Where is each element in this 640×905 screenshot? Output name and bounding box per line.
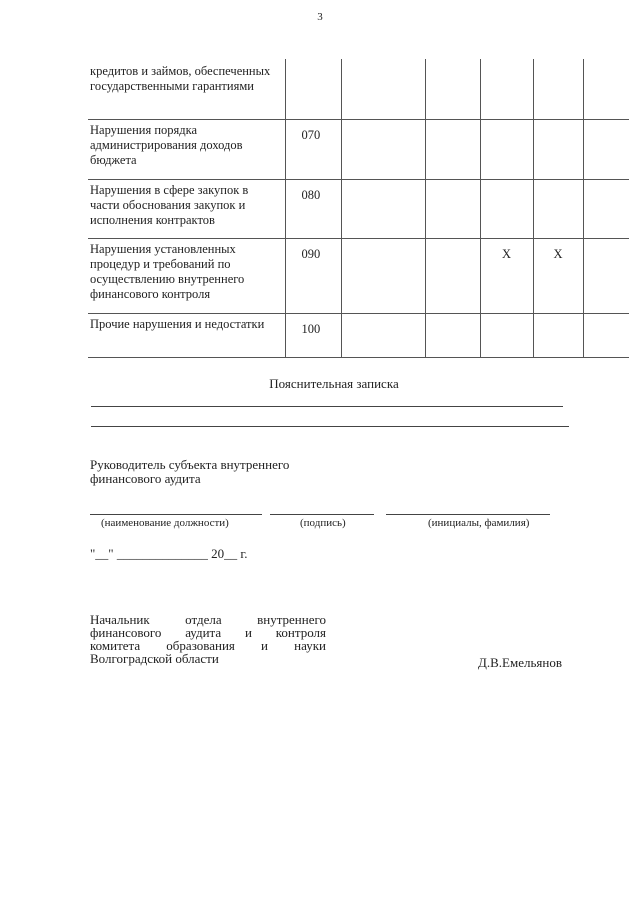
table-cell xyxy=(583,179,629,238)
x-mark: X xyxy=(533,238,583,313)
violation-name: Нарушения в сфере закупок в части обоснования закупок и исполнения контрактов xyxy=(88,179,285,238)
signature-line xyxy=(270,514,374,515)
table-cell xyxy=(341,313,425,357)
table-cell xyxy=(583,59,629,119)
table-cell xyxy=(533,119,583,179)
head-position xyxy=(90,613,326,665)
row-code: 070 xyxy=(285,119,341,179)
table-cell xyxy=(425,179,480,238)
table-cell xyxy=(425,59,480,119)
head-position-line: Начальник отдела внутреннего xyxy=(90,612,326,627)
table-cell xyxy=(533,59,583,119)
violation-name: Нарушения установленных процедур и требований по осуществлению внутреннего финансового контроля xyxy=(88,238,285,313)
signature-caption: (подпись) xyxy=(300,517,346,529)
violation-name: кредитов и займов, обеспеченных государственными гарантиями xyxy=(88,59,285,119)
head-position-line: комитета образования и науки xyxy=(90,638,326,653)
table-row xyxy=(88,238,629,313)
name-caption: (инициалы, фамилия) xyxy=(428,517,530,529)
violation-name: Нарушения порядка администрирования доходов бюджета xyxy=(88,119,285,179)
table-cell xyxy=(583,119,629,179)
table-cell xyxy=(583,238,629,313)
page-number: 3 xyxy=(317,11,323,23)
table-cell xyxy=(341,179,425,238)
row-code: 100 xyxy=(285,313,341,357)
violations-table xyxy=(88,59,629,358)
row-code: 090 xyxy=(285,238,341,313)
signature-heading: Руководитель субъекта внутреннего финансового аудита xyxy=(90,457,290,486)
table-cell xyxy=(533,313,583,357)
table-cell xyxy=(480,313,533,357)
table-cell xyxy=(533,179,583,238)
table-row xyxy=(88,313,629,357)
table-cell xyxy=(341,238,425,313)
row-code: 080 xyxy=(285,179,341,238)
note-line xyxy=(91,406,563,407)
table-row xyxy=(88,119,629,179)
table-row xyxy=(88,179,629,238)
table-cell xyxy=(480,119,533,179)
position-line xyxy=(90,514,262,515)
position-caption: (наименование должности) xyxy=(101,517,229,529)
table-cell xyxy=(480,59,533,119)
date-field: "__" ______________ 20__ г. xyxy=(90,546,248,561)
head-name: Д.В.Емельянов xyxy=(478,655,562,670)
table-cell xyxy=(425,313,480,357)
note-line xyxy=(91,426,569,427)
table-cell xyxy=(583,313,629,357)
row-code xyxy=(285,59,341,119)
table-cell xyxy=(425,238,480,313)
head-position-line: финансового аудита и контроля xyxy=(90,625,326,640)
table-cell xyxy=(480,179,533,238)
violation-name: Прочие нарушения и недостатки xyxy=(88,313,285,357)
head-position-line: Волгоградской области xyxy=(90,651,219,666)
table-cell xyxy=(341,119,425,179)
name-line xyxy=(386,514,550,515)
explanatory-note-title: Пояснительная записка xyxy=(269,376,399,391)
table-row xyxy=(88,59,629,119)
table-cell xyxy=(341,59,425,119)
table-cell xyxy=(425,119,480,179)
x-mark: X xyxy=(480,238,533,313)
